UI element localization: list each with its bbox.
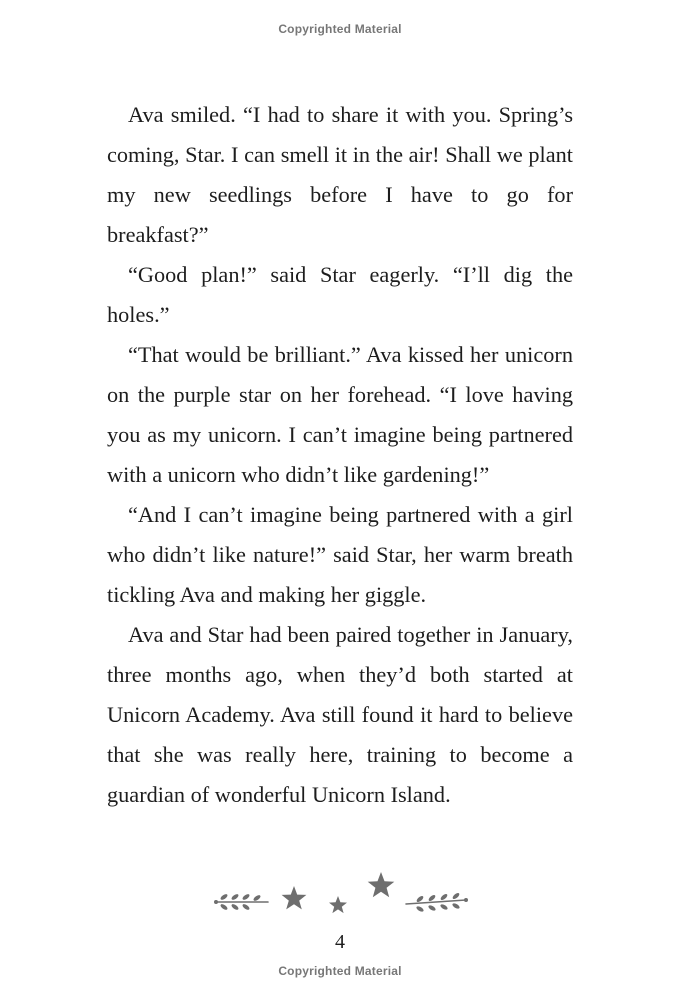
star-icon (329, 896, 347, 913)
paragraph: Ava and Star had been paired together in January, three months ago, when they’d both started at Unicorn Academy. Ava still found it hard to believe that she was really here, training to become a guardian of wonderful Unicorn Island. (107, 622, 573, 807)
star-icon (282, 886, 307, 909)
paragraph: Ava smiled. “I had to share it with you. Spring’s coming, Star. I can smell it in the air! Shall we plant my new seedlings before I have to go for breakfast?” (107, 102, 573, 247)
paragraph: “That would be brilliant.” Ava kissed her unicorn on the purple star on her forehead. “I love having you as my unicorn. I can’t imagine being partnered with a unicorn who didn’t like gardening!” (107, 342, 573, 487)
left-sprig-icon (214, 893, 268, 911)
right-sprig-icon (406, 892, 468, 913)
paragraph: “Good plan!” said Star eagerly. “I’ll dig the holes.” (107, 262, 573, 327)
copyright-watermark-top: Copyrighted Material (278, 22, 402, 36)
paragraph: “And I can’t imagine being partnered with a girl who didn’t like nature!” said Star, her warm breath tickling Ava and making her giggle. (107, 502, 573, 607)
body-text (107, 95, 573, 815)
star-icon (368, 872, 395, 897)
page-number: 4 (335, 931, 345, 953)
copyright-watermark-bottom: Copyrighted Material (278, 964, 402, 978)
stars-and-sprigs-icon (210, 868, 472, 920)
